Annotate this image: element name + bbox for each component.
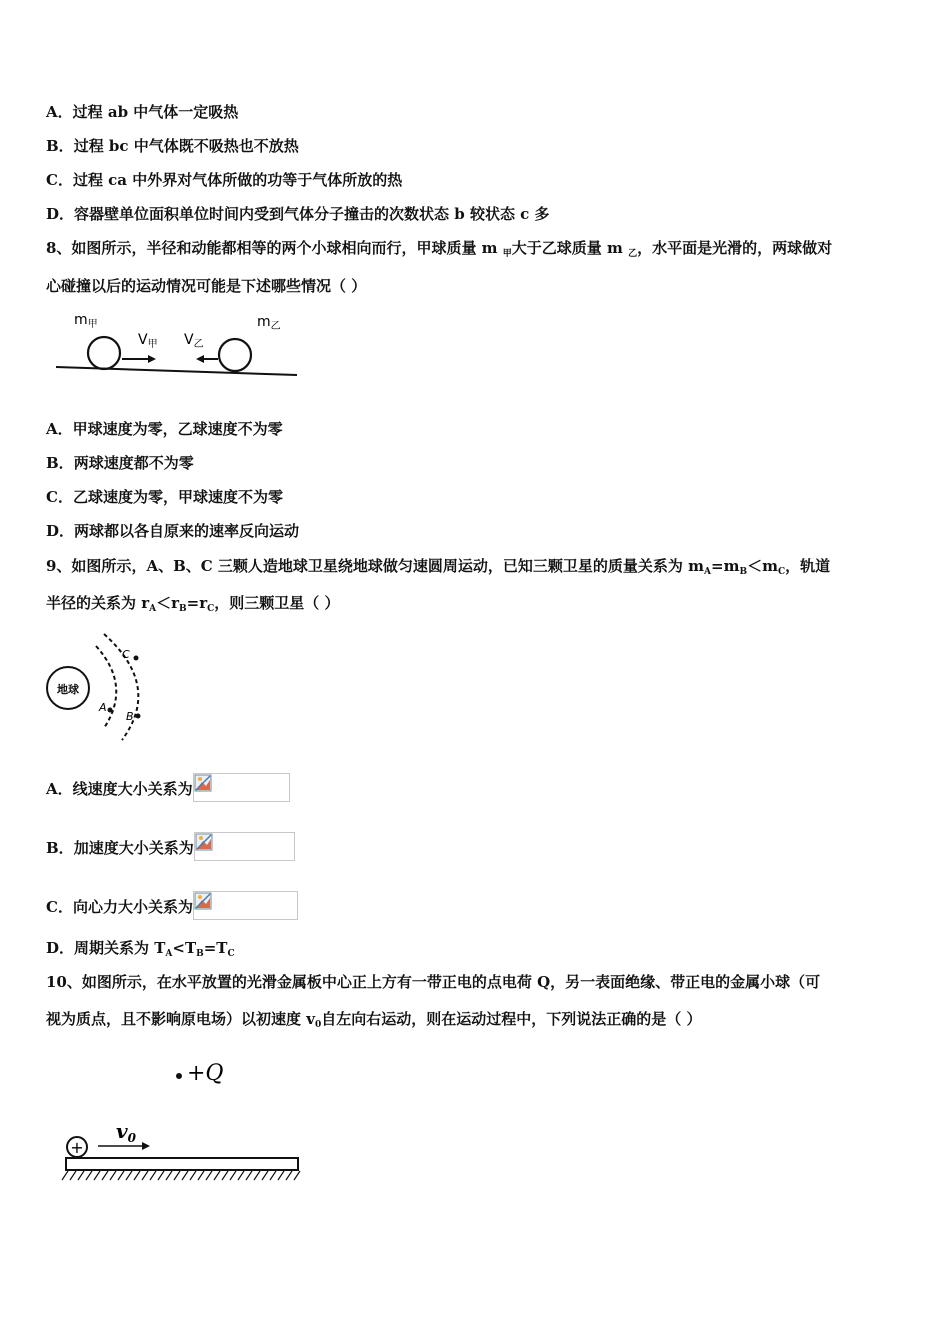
satellite-a bbox=[108, 708, 113, 713]
satellite-b bbox=[136, 714, 141, 719]
earth-label: 地球 bbox=[57, 683, 79, 696]
label-b: B bbox=[126, 710, 134, 723]
q8-stem-line2: 心碰撞以后的运动情况可能是下述哪些情况（ ） bbox=[46, 277, 367, 295]
q8-option-d: D．两球都以各自原来的速率反向运动 bbox=[46, 522, 300, 540]
arrow-right-icon bbox=[148, 355, 156, 363]
ball-jia bbox=[88, 337, 120, 369]
ball-plus-sign: + bbox=[70, 1138, 84, 1157]
q8-option-b: B．两球速度都不为零 bbox=[46, 454, 194, 472]
q9-option-a: A．线速度大小关系为 bbox=[46, 773, 290, 802]
q8-stem-line1: 8、如图所示，半径和动能都相等的两个小球相向而行，甲球质量 m $_甲$大于乙球质量 m $_乙$，水平面是光滑的，两球做对 bbox=[46, 239, 833, 259]
q9-option-b: B．加速度大小关系为 bbox=[46, 832, 295, 861]
ground-hatching bbox=[62, 1171, 300, 1180]
metal-plate bbox=[66, 1158, 298, 1170]
q9-stem-line1: 9、如图所示，A、B、C 三颗人造地球卫星绕地球做匀速圆周运动，已知三颗卫星的质量关系为 $m_A=m_B<m_C$，轨道 bbox=[46, 557, 831, 577]
q8-option-a: A．甲球速度为零，乙球速度不为零 bbox=[46, 420, 283, 438]
q7-option-a: A．过程 ab 中气体一定吸热 bbox=[46, 103, 239, 121]
q7-option-d: D．容器壁单位面积单位时间内受到气体分子撞击的次数状态 b 较状态 c 多 bbox=[46, 205, 550, 223]
label-v-jia: V bbox=[138, 332, 148, 348]
svg-text:V甲: $V_甲$ bbox=[138, 332, 158, 350]
q8-option-c: C．乙球速度为零，甲球速度不为零 bbox=[46, 488, 283, 506]
q7-option-c: C．过程 ca 中外界对气体所做的功等于气体所放的热 bbox=[46, 171, 403, 189]
label-v-yi: V bbox=[184, 332, 194, 348]
q9-orbit-figure bbox=[44, 628, 156, 744]
broken-image-icon bbox=[195, 833, 213, 851]
broken-image bbox=[193, 891, 298, 920]
label-m-jia: m bbox=[74, 312, 88, 328]
point-charge-dot bbox=[176, 1073, 182, 1079]
q10-stem-line2: 视为质点，且不影响原电场）以初速度 $v_0$自左向右运动，则在运动过程中，下列说法正确的是（ ） bbox=[46, 1010, 702, 1030]
label-m-yi: m bbox=[257, 314, 271, 330]
q9-option-d: D．周期关系为 $T_A<T_B=T_C$ bbox=[46, 939, 235, 959]
q7-option-b: B．过程 bc 中气体既不吸热也不放热 bbox=[46, 137, 299, 155]
label-c: C bbox=[122, 648, 130, 661]
q8-collision-figure bbox=[52, 306, 302, 382]
svg-text:m甲: $m_甲$ bbox=[74, 312, 98, 330]
ground-line bbox=[56, 367, 297, 375]
q10-stem-line1: 10、如图所示，在水平放置的光滑金属板中心正上方有一带正电的点电荷 Q，另一表面绝缘、带正电的金属小球（可 bbox=[46, 973, 821, 991]
q9-option-c: C．向心力大小关系为 bbox=[46, 891, 298, 920]
satellite-c bbox=[134, 656, 139, 661]
velocity-arrow-icon bbox=[142, 1142, 150, 1150]
svg-text:v0: $v_0$ bbox=[116, 1119, 136, 1145]
broken-image-icon bbox=[194, 774, 212, 792]
svg-text:m乙: $m_乙$ bbox=[257, 314, 281, 332]
broken-image bbox=[194, 832, 295, 861]
q10-charge-figure bbox=[56, 1052, 306, 1188]
broken-image bbox=[193, 773, 290, 802]
arrow-left-icon bbox=[196, 355, 204, 363]
svg-text:V乙: $V_乙$ bbox=[184, 332, 204, 350]
velocity-label: v bbox=[116, 1119, 128, 1143]
charge-label: +Q bbox=[187, 1061, 224, 1086]
ball-yi bbox=[219, 339, 251, 371]
q9-stem-line2: 半径的关系为 $r_A<r_B=r_C$，则三颗卫星（ ） bbox=[46, 594, 340, 614]
broken-image-icon bbox=[194, 892, 212, 910]
label-a: A bbox=[99, 701, 107, 714]
orbit-a bbox=[96, 646, 116, 728]
